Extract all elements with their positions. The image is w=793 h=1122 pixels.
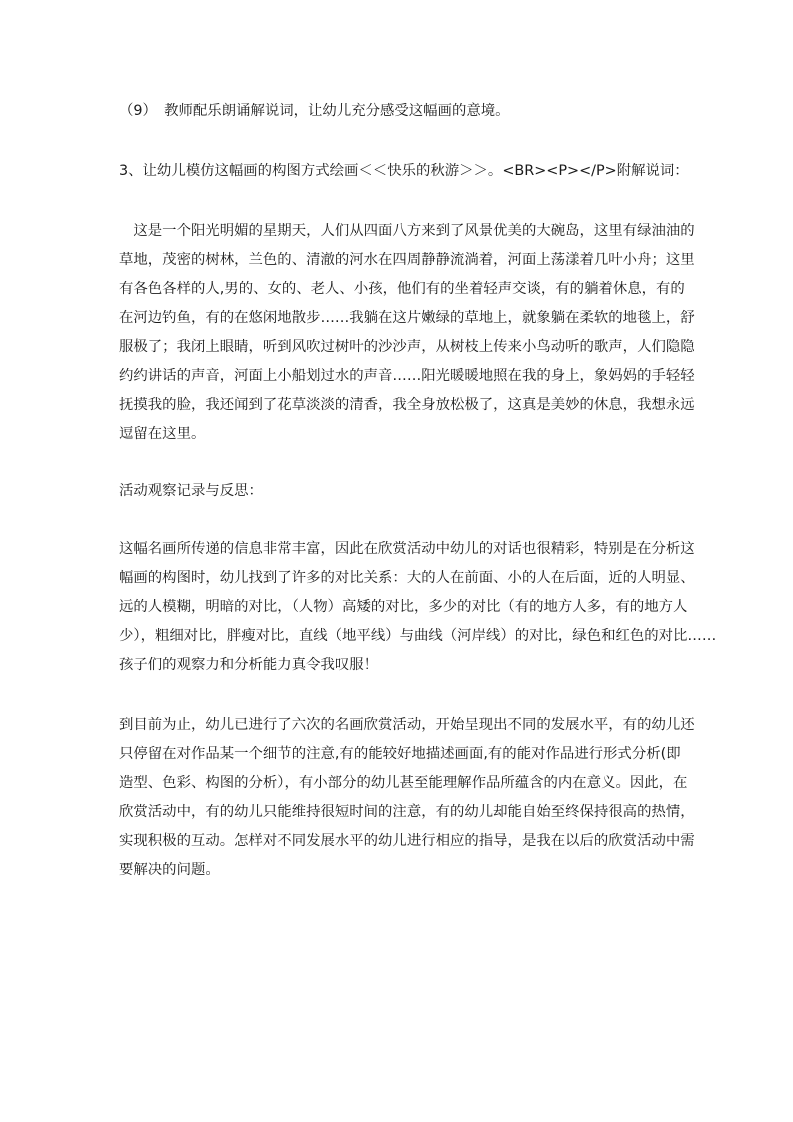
reflection-line: 实现积极的互动。怎样对不同发展水平的幼儿进行相应的指导，是我在以后的欣赏活动中需 — [119, 833, 695, 849]
narration-line: 有各色各样的人,男的、女的、老人、小孩，他们有的坐着轻声交谈，有的躺着休息，有的 — [119, 281, 685, 297]
narration-paragraph — [119, 217, 695, 449]
reflection-line: 这幅名画所传递的信息非常丰富，因此在欣赏活动中幼儿的对话也很精彩，特别是在分析这 — [119, 541, 695, 557]
narration-line: 抚摸我的脸，我还闻到了花草淡淡的清香，我全身放松极了，这真是美妙的休息，我想永远 — [119, 397, 695, 413]
reflection-line: 少），粗细对比，胖瘦对比，直线（地平线）与曲线（河岸线）的对比，绿色和红色的对比…… — [119, 628, 717, 644]
reflection-paragraph-1 — [119, 535, 717, 680]
narration-line: 草地，茂密的树林，兰色的、清澈的河水在四周静静流淌着，河面上荡漾着几叶小舟；这里 — [119, 252, 695, 268]
reflection-line: 欣赏活动中，有的幼儿只能维持很短时间的注意，有的幼儿却能自始至终保持很高的热情， — [119, 804, 695, 820]
reflection-line: 孩子们的观察力和分析能力真令我叹服！ — [119, 657, 379, 673]
narration-line: 在河边钓鱼，有的在悠闲地散步……我躺在这片嫩绿的草地上，就象躺在柔软的地毯上，舒 — [119, 310, 695, 326]
reflection-heading: 活动观察记录与反思： — [119, 483, 263, 499]
reflection-line: 只停留在对作品某一个细节的注意,有的能较好地描述画面,有的能对作品进行形式分析(即 — [119, 746, 681, 762]
step-9-text: （9） 教师配乐朗诵解说词，让幼儿充分感受这幅画的意境。 — [119, 103, 510, 119]
reflection-line: 到目前为止，幼儿已进行了六次的名画欣赏活动，开始呈现出不同的发展水平，有的幼儿还 — [119, 717, 695, 733]
narration-line: 服极了；我闭上眼睛，听到风吹过树叶的沙沙声，从树枝上传来小鸟动听的歌声，人们隐隐 — [119, 339, 695, 355]
narration-line: 逗留在这里。 — [119, 426, 206, 442]
reflection-line: 要解决的问题。 — [119, 862, 220, 878]
narration-line: 约约讲话的声音，河面上小船划过水的声音……阳光暖暖地照在我的身上，象妈妈的手轻轻 — [119, 368, 695, 384]
step-3-text: 3、让幼儿模仿这幅画的构图方式绘画＜＜快乐的秋游＞＞。<BR><P></P>附解说词： — [119, 163, 689, 179]
reflection-line: 造型、色彩、构图的分析），有小部分的幼儿甚至能理解作品所蕴含的内在意义。因此，在 — [119, 775, 688, 791]
reflection-paragraph-2 — [119, 711, 695, 885]
reflection-line: 远的人模糊，明暗的对比，（人物）高矮的对比，多少的对比（有的地方人多，有的地方人 — [119, 599, 688, 615]
reflection-line: 幅画的构图时，幼儿找到了许多的对比关系：大的人在前面、小的人在后面，近的人明显、 — [119, 570, 695, 586]
narration-line: 这是一个阳光明媚的星期天，人们从四面八方来到了风景优美的大碗岛，这里有绿油油的 — [119, 223, 695, 239]
